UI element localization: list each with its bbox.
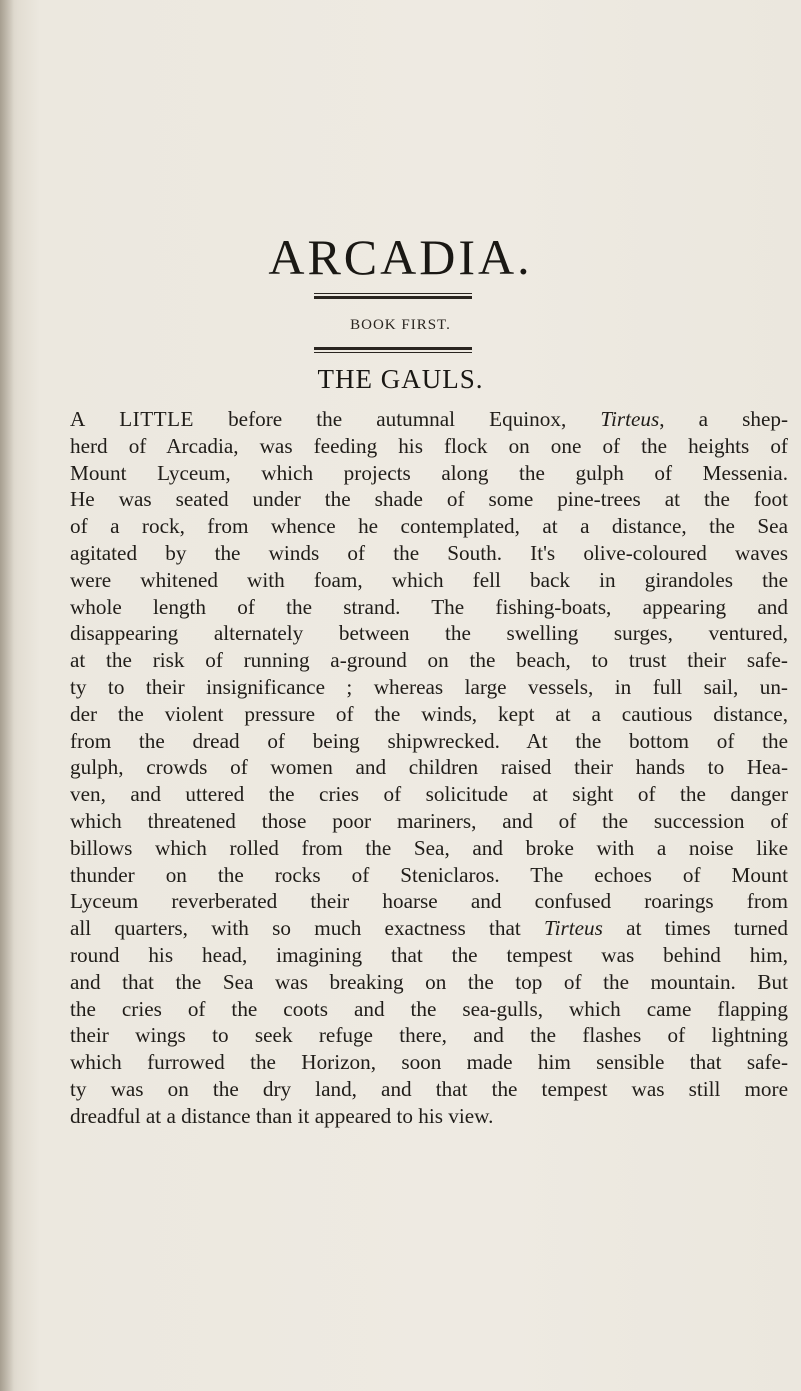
text-line: of a rock, from whence he contemplated, at a distance, the Sea: [70, 514, 788, 539]
opening-words: A LITTLE: [70, 407, 194, 431]
text-line: gulph, crowds of women and children raised their hands to Hea-: [70, 755, 788, 780]
character-name: Tirteus: [600, 407, 660, 431]
text-line: the cries of the coots and the sea-gulls, which came flapping: [70, 996, 788, 1021]
text-line: ty was on the dry land, and that the tempest was still more: [70, 1076, 788, 1101]
spine-shadow: [0, 0, 14, 1391]
text-line: whole length of the strand. The fishing-boats, appearing and: [70, 594, 788, 619]
text-line: herd of Arcadia, was feeding his flock on one of the heights of: [70, 433, 788, 458]
text-line: from the dread of being shipwrecked. At the bottom of the: [70, 728, 788, 753]
book-label: BOOK FIRST.: [350, 317, 451, 333]
double-rule-top: [314, 291, 472, 299]
text-line: Lyceum reverberated their hoarse and confused roarings from: [70, 889, 788, 914]
text-line: which threatened those poor mariners, and of the succession of: [70, 808, 788, 833]
text-line: at the risk of running a-ground on the beach, to trust their safe-: [70, 648, 788, 673]
text-line: were whitened with foam, which fell back in girandoles the: [70, 567, 788, 592]
chapter-title: THE GAULS.: [317, 364, 484, 394]
text-line: der the violent pressure of the winds, kept at a cautious distance,: [70, 701, 788, 726]
text-line: and that the Sea was breaking on the top of the mountain. But: [70, 969, 788, 994]
text-line: disappearing alternately between the swelling surges, ventured,: [70, 621, 788, 646]
text-line: thunder on the rocks of Steniclaros. The echoes of Mount: [70, 862, 788, 887]
text-line: ty to their insignificance ; whereas large vessels, in full sail, un-: [70, 674, 788, 699]
text-line: ven, and uttered the cries of solicitude at sight of the danger: [70, 782, 788, 807]
text-line: round his head, imagining that the tempest was behind him,: [70, 942, 788, 967]
text-line: which furrowed the Horizon, soon made him sensible that safe-: [70, 1050, 788, 1075]
text-line: their wings to seek refuge there, and the flashes of lightning: [70, 1023, 788, 1048]
text-fragment: , a shep-: [659, 407, 788, 431]
text-fragment: at times turned: [602, 916, 788, 941]
double-rule-bottom: [314, 347, 472, 355]
text-fragment: before the autumnal Equinox,: [193, 407, 601, 431]
book-title: ARCADIA.: [268, 229, 533, 285]
text-line: billows which rolled from the Sea, and broke with a noise like: [70, 835, 788, 860]
text-line: Mount Lyceum, which projects along the gulph of Messenia.: [70, 460, 788, 485]
text-line: dreadful at a distance than it appeared to his view.: [70, 1103, 494, 1128]
text-line: [70, 915, 788, 942]
character-name: Tirteus: [544, 916, 603, 941]
text-line: [70, 406, 788, 433]
text-fragment: all quarters, with so much exactness that: [70, 916, 545, 941]
text-line: He was seated under the shade of some pine-trees at the foot: [70, 487, 788, 512]
text-line: agitated by the winds of the South. It's olive-coloured waves: [70, 540, 788, 565]
body-paragraph: [70, 406, 788, 1130]
